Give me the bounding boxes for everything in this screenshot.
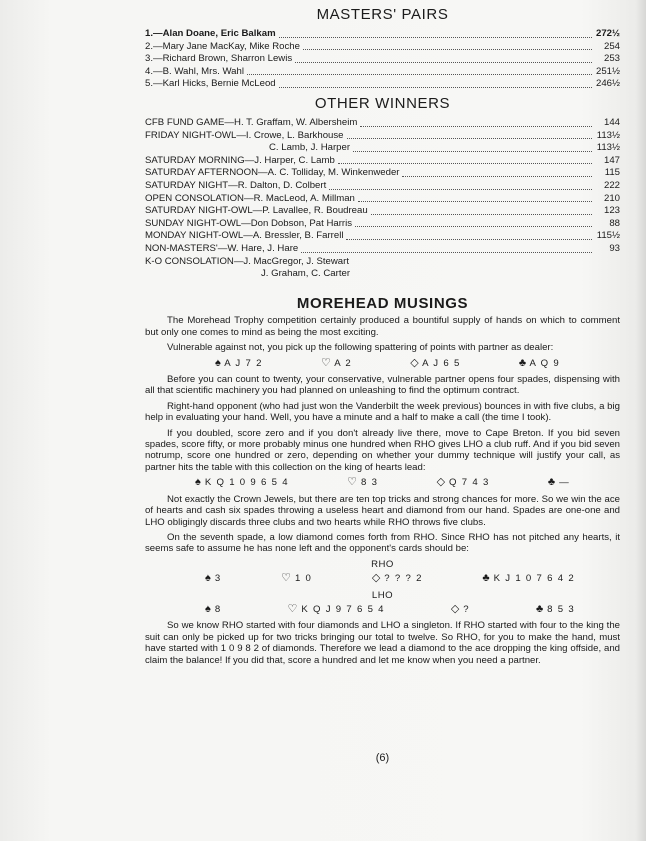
diamond-icon: ◇ <box>436 476 446 489</box>
winners-row: OPEN CONSOLATION—R. MacLeod, A. Millman 210 <box>145 192 620 204</box>
winners-row: C. Lamb, J. Harper 113½ <box>269 142 620 154</box>
other-winners-list <box>145 117 620 281</box>
winners-row: J. Graham, C. Carter <box>261 268 351 280</box>
masters-list <box>145 28 620 91</box>
article-paragraph: Before you can count to twenty, your conservative, vulnerable partner opens four spades, dispensing with all that scientific machinery you had planned on unleashing to find the optimum contract. <box>145 374 620 397</box>
winners-row: SATURDAY MORNING—J. Harper, C. Lamb 147 <box>145 154 620 166</box>
heart-icon: ♡ <box>320 356 331 369</box>
other-winners-title: OTHER WINNERS <box>314 95 451 112</box>
spade-icon: ♠ <box>195 476 201 489</box>
winners-row: FRIDAY NIGHT-OWL—I. Crowe, L. Barkhouse 113½ <box>145 129 620 141</box>
rho-label: RHO <box>371 558 394 570</box>
winners-row: NON-MASTERS'—W. Hare, J. Hare 93 <box>145 242 620 254</box>
masters-title: MASTERS' PAIRS <box>316 6 449 23</box>
hand-diagram: ♠ A J 7 2 ♡ A 2 ◇ A J 6 5 ♣ A Q 9 <box>215 356 560 369</box>
rho-hand: ♠ 3 ♡ 1 0 ◇ ? ? ? 2 ♣ K J 1 0 7 6 4 2 <box>205 572 575 585</box>
dummy-hand: ♠ K Q 1 0 9 6 5 4 ♡ 8 3 ◇ Q 7 4 3 ♣ — <box>195 476 570 489</box>
article-paragraph: Not exactly the Crown Jewels, but there are ten top tricks and strong chances for more. So we win the ace of hearts and cash six spades throwing a useless heart and diamond from our hand. Spades are one-one and LHO obligingly discards three clubs and two hearts while RHO throws five clubs. <box>145 493 620 528</box>
diamond-icon: ◇ <box>410 356 419 369</box>
article-title: MOREHEAD MUSINGS <box>296 295 469 312</box>
article-paragraph: On the seventh spade, a low diamond comes forth from RHO. Since RHO has not pitched any hearts, it seems safe to assume he has none left and the opponent's cards should be: <box>145 531 620 555</box>
masters-row: 3.—Richard Brown, Sharron Lewis 253 <box>145 53 620 65</box>
page-number: (6) <box>375 752 390 764</box>
masters-row: 1.—Alan Doane, Eric Balkam 272½ <box>145 28 620 39</box>
masters-row: 5.—Karl Hicks, Bernie McLeod 246½ <box>145 78 620 90</box>
diamond-icon: ◇ <box>371 572 381 585</box>
spade-icon: ♠ <box>205 602 211 615</box>
page-edge-shadow <box>636 0 646 841</box>
article <box>145 295 620 670</box>
lho-hand: ♠ 8 ♡ K Q J 9 7 6 5 4 ◇ ? ♣ 8 5 3 <box>205 602 575 615</box>
spade-icon: ♠ <box>215 356 221 369</box>
winners-row: SATURDAY AFTERNOON—A. C. Tolliday, M. Winkenweder 115 <box>145 167 620 179</box>
winners-row: CFB FUND GAME—H. T. Graffam, W. Albersheim 144 <box>145 117 620 128</box>
diamond-icon: ◇ <box>450 602 460 615</box>
article-paragraph: The Morehead Trophy competition certainly produced a bountiful supply of hands on which to comment but only one comes to mind as being the most exciting. <box>145 315 620 338</box>
other-winners-section <box>145 95 620 281</box>
lho-label: LHO <box>371 589 394 601</box>
winners-row: SATURDAY NIGHT—R. Dalton, D. Colbert 222 <box>145 179 620 191</box>
club-icon: ♣ <box>482 572 490 585</box>
club-icon: ♣ <box>518 356 527 369</box>
heart-icon: ♡ <box>281 572 291 585</box>
club-icon: ♣ <box>535 602 544 615</box>
masters-row: 2.—Mary Jane MacKay, Mike Roche 254 <box>145 40 620 52</box>
winners-row: MONDAY NIGHT-OWL—A. Bressler, B. Farrell 115½ <box>145 230 620 242</box>
article-paragraph: Vulnerable against not, you pick up the following spattering of points with partner as dealer: <box>167 342 554 354</box>
winners-row: SUNDAY NIGHT-OWL—Don Dobson, Pat Harris 88 <box>145 217 620 229</box>
winners-row: K-O CONSOLATION—J. MacGregor, J. Stewart <box>145 255 349 267</box>
winners-row: SATURDAY NIGHT-OWL—P. Lavallee, R. Boudreau 123 <box>145 205 620 217</box>
spade-icon: ♠ <box>205 572 211 585</box>
masters-section <box>145 6 620 91</box>
article-paragraph: Right-hand opponent (who had just won the Vanderbilt the week previous) bounces in with five clubs, a big help in evaluating your hand. Well, you have a minute and a half to make a call (the time I took). <box>145 400 620 424</box>
club-icon: ♣ <box>547 476 556 489</box>
heart-icon: ♡ <box>347 476 358 489</box>
article-paragraph: If you doubled, score zero and if you don't already live there, move to Cape Breton. If you bid seven spades, score fifty, or more probably minus one hundred when RHO gives LHO a club ruff. And if you bid seven notrump, score one hundred or zero, depending on whether your dummy technique will justify your call, as partner hits the table with this collection on the king of hearts lead: <box>145 427 620 473</box>
article-paragraph: So we know RHO started with four diamonds and LHO a singleton. If RHO started with four to the king the suit can only be picked up for two tricks bringing our total to twelve. So RHO, for you to make the hand, must have started with 1 0 9 8 2 of diamonds. Therefore we lead a diamond to the ace dropping the king offside, and claim the balance! If you did that, score a hundred and let me know when you need a partner. <box>145 620 620 666</box>
masters-row: 4.—B. Wahl, Mrs. Wahl 251½ <box>145 65 620 77</box>
heart-icon: ♡ <box>287 602 298 615</box>
